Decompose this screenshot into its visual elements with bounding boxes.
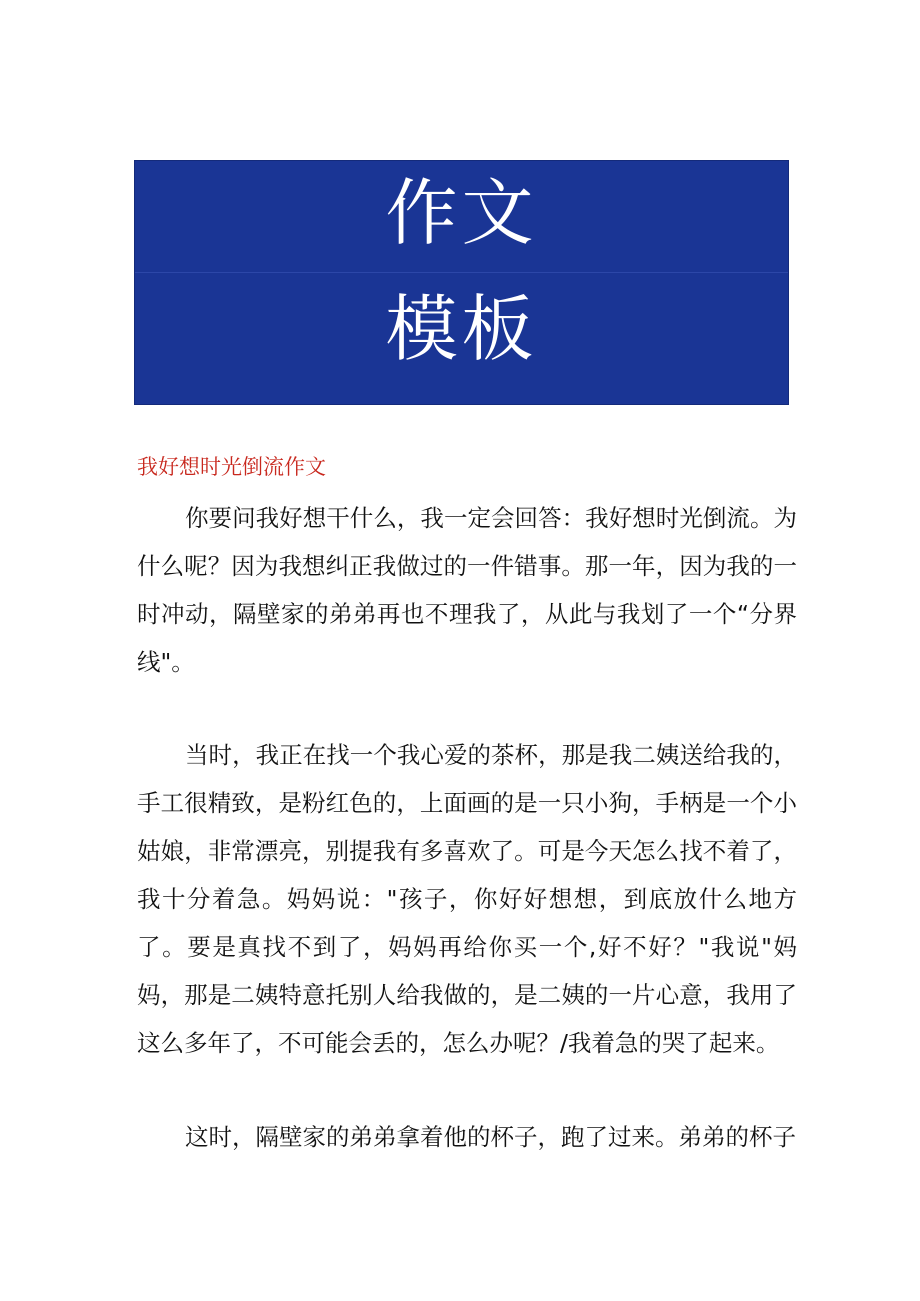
paragraph-3: 这时，隔壁家的弟弟拿着他的杯子，跑了过来。弟弟的杯子 bbox=[185, 1123, 796, 1151]
banner-divider bbox=[135, 272, 788, 273]
paragraph-1: 你要问我好想干什么，我一定会回答：我好想时光倒流。为什么呢？因为我想纠正我做过的一件错事。那一年，因为我的一时冲动，隔壁家的弟弟再也不理我了，从此与我划了一个“分界线"。 bbox=[137, 504, 797, 676]
paragraph-2: 当时，我正在找一个我心爱的茶杯，那是我二姨送给我的，手工很精致，是粉红色的，上面画的是一只小狗，手柄是一个小姑娘，非常漂亮，别提我有多喜欢了。可是今天怎么找不着了，我十分着急。妈妈说："孩子，你好好想想，到底放什么地方了。要是真找不到了，妈妈再给你买一个,好不好？"我说"妈妈，那是二姨特意托别人给我做的，是二姨的一片心意，我用了这么多年了，不可能会丢的，怎么办呢？/我着急的哭了起来。 bbox=[137, 741, 797, 1057]
document-title: 我好想时光倒流作文 bbox=[137, 455, 326, 479]
banner-title-line-1: 作文 bbox=[385, 171, 538, 255]
title-banner bbox=[134, 160, 789, 405]
banner-title-line-2: 模板 bbox=[385, 287, 538, 371]
